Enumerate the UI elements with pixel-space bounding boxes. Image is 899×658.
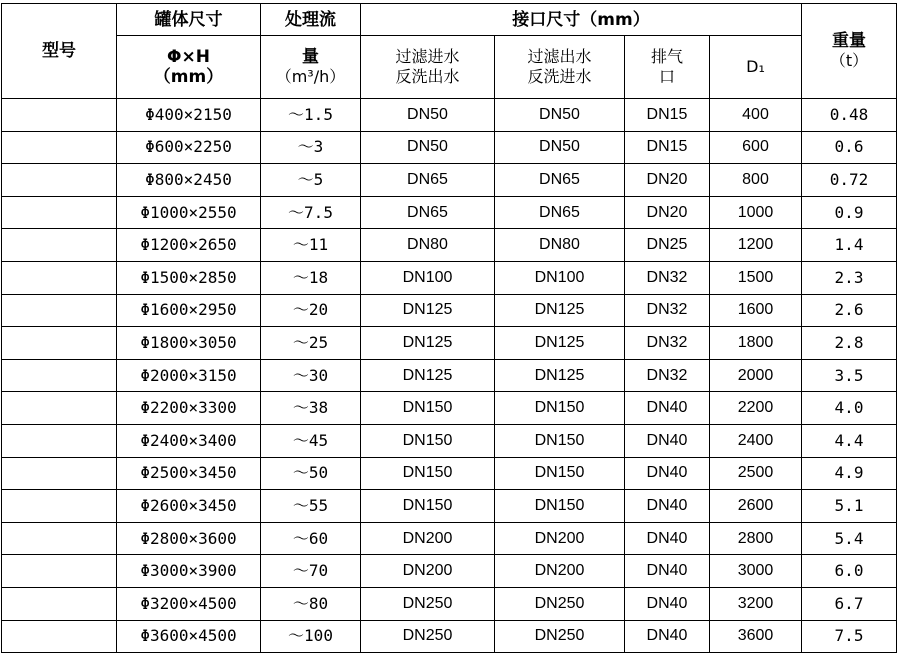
header-filter-in-2: 反洗出水 (395, 67, 460, 86)
cell-model (2, 196, 117, 229)
cell-vent: DN40 (625, 392, 710, 425)
table-row (2, 229, 897, 262)
cell-filter-in: DN80 (361, 229, 495, 262)
cell-weight: 1.4 (802, 229, 897, 262)
table-row (2, 490, 897, 523)
header-d1: D₁ (710, 36, 802, 99)
cell-filter-out: DN150 (495, 392, 625, 425)
cell-vent: DN15 (625, 99, 710, 132)
header-filter-out (495, 36, 625, 99)
cell-model (2, 99, 117, 132)
cell-vent: DN32 (625, 294, 710, 327)
table-row (2, 294, 897, 327)
table-row (2, 620, 897, 653)
cell-model (2, 620, 117, 653)
cell-filter-in: DN150 (361, 457, 495, 490)
table-row (2, 131, 897, 164)
cell-filter-in: DN150 (361, 392, 495, 425)
cell-d1: 3200 (710, 587, 802, 620)
cell-filter-in: DN50 (361, 99, 495, 132)
header-row-2 (2, 36, 897, 99)
cell-vent: DN40 (625, 457, 710, 490)
header-weight-unit: （t） (829, 51, 869, 70)
cell-weight: 7.5 (802, 620, 897, 653)
cell-vent: DN20 (625, 164, 710, 197)
cell-filter-out: DN150 (495, 457, 625, 490)
header-interface-title: 接口尺寸（mm） (361, 4, 802, 36)
cell-vent: DN32 (625, 359, 710, 392)
cell-filter-in: DN100 (361, 261, 495, 294)
table-row (2, 99, 897, 132)
cell-tank-size: Φ1600×2950 (117, 294, 261, 327)
cell-flow: ～1.5 (261, 99, 361, 132)
table-row (2, 261, 897, 294)
header-tank-size-formula: Φ×H (167, 47, 210, 67)
cell-filter-in: DN200 (361, 522, 495, 555)
cell-filter-in: DN200 (361, 555, 495, 588)
cell-vent: DN20 (625, 196, 710, 229)
cell-flow: ～5 (261, 164, 361, 197)
cell-d1: 2200 (710, 392, 802, 425)
cell-tank-size: Φ600×2250 (117, 131, 261, 164)
cell-tank-size: Φ2600×3450 (117, 490, 261, 523)
cell-tank-size: Φ2400×3400 (117, 424, 261, 457)
cell-filter-in: DN65 (361, 164, 495, 197)
cell-filter-in: DN125 (361, 294, 495, 327)
cell-flow: ～18 (261, 261, 361, 294)
cell-weight: 4.4 (802, 424, 897, 457)
cell-flow: ～20 (261, 294, 361, 327)
cell-model (2, 555, 117, 588)
cell-tank-size: Φ2200×3300 (117, 392, 261, 425)
cell-tank-size: Φ1000×2550 (117, 196, 261, 229)
header-tank-size-unit: （mm） (153, 67, 224, 87)
cell-vent: DN15 (625, 131, 710, 164)
header-vent-2: 口 (658, 67, 675, 86)
cell-vent: DN40 (625, 490, 710, 523)
cell-d1: 1200 (710, 229, 802, 262)
cell-model (2, 229, 117, 262)
cell-model (2, 164, 117, 197)
cell-filter-out: DN125 (495, 359, 625, 392)
cell-vent: DN40 (625, 522, 710, 555)
cell-d1: 3600 (710, 620, 802, 653)
header-flow-sub (261, 36, 361, 99)
cell-flow: ～25 (261, 327, 361, 360)
cell-weight: 0.6 (802, 131, 897, 164)
table-row (2, 164, 897, 197)
cell-filter-in: DN150 (361, 424, 495, 457)
cell-d1: 600 (710, 131, 802, 164)
cell-weight: 4.9 (802, 457, 897, 490)
cell-flow: ～38 (261, 392, 361, 425)
cell-tank-size: Φ1800×3050 (117, 327, 261, 360)
header-tank-size-sub (117, 36, 261, 99)
spec-table (1, 3, 897, 653)
cell-tank-size: Φ2000×3150 (117, 359, 261, 392)
cell-filter-out: DN200 (495, 522, 625, 555)
cell-filter-in: DN65 (361, 196, 495, 229)
table-row (2, 359, 897, 392)
header-row-1 (2, 4, 897, 36)
cell-flow: ～11 (261, 229, 361, 262)
cell-weight: 4.0 (802, 392, 897, 425)
cell-tank-size: Φ800×2450 (117, 164, 261, 197)
cell-vent: DN32 (625, 327, 710, 360)
cell-model (2, 261, 117, 294)
cell-flow: ～70 (261, 555, 361, 588)
cell-flow: ～50 (261, 457, 361, 490)
cell-model (2, 131, 117, 164)
cell-model (2, 490, 117, 523)
cell-filter-in: DN125 (361, 359, 495, 392)
cell-weight: 6.0 (802, 555, 897, 588)
header-weight (802, 4, 897, 99)
table-row (2, 327, 897, 360)
cell-d1: 1000 (710, 196, 802, 229)
table-row (2, 392, 897, 425)
cell-d1: 1500 (710, 261, 802, 294)
cell-filter-out: DN125 (495, 294, 625, 327)
cell-model (2, 392, 117, 425)
cell-model (2, 424, 117, 457)
cell-weight: 5.4 (802, 522, 897, 555)
cell-vent: DN40 (625, 555, 710, 588)
table-row (2, 457, 897, 490)
cell-d1: 800 (710, 164, 802, 197)
cell-filter-out: DN80 (495, 229, 625, 262)
cell-d1: 2000 (710, 359, 802, 392)
header-filter-in (361, 36, 495, 99)
header-flow-unit: （m³/h） (275, 67, 346, 86)
cell-tank-size: Φ2800×3600 (117, 522, 261, 555)
cell-model (2, 294, 117, 327)
cell-filter-out: DN125 (495, 327, 625, 360)
cell-flow: ～45 (261, 424, 361, 457)
header-filter-out-2: 反洗进水 (527, 67, 592, 86)
cell-d1: 2500 (710, 457, 802, 490)
cell-tank-size: Φ1200×2650 (117, 229, 261, 262)
cell-tank-size: Φ400×2150 (117, 99, 261, 132)
cell-d1: 2600 (710, 490, 802, 523)
cell-filter-out: DN50 (495, 131, 625, 164)
cell-flow: ～3 (261, 131, 361, 164)
cell-filter-in: DN150 (361, 490, 495, 523)
cell-filter-in: DN50 (361, 131, 495, 164)
cell-filter-out: DN250 (495, 587, 625, 620)
cell-filter-out: DN65 (495, 164, 625, 197)
header-flow-title-2: 量 (302, 47, 319, 67)
cell-tank-size: Φ1500×2850 (117, 261, 261, 294)
table-body (2, 99, 897, 653)
cell-filter-out: DN150 (495, 490, 625, 523)
cell-filter-out: DN100 (495, 261, 625, 294)
cell-d1: 400 (710, 99, 802, 132)
cell-tank-size: Φ2500×3450 (117, 457, 261, 490)
cell-vent: DN40 (625, 587, 710, 620)
cell-filter-out: DN200 (495, 555, 625, 588)
cell-model (2, 359, 117, 392)
cell-weight: 0.48 (802, 99, 897, 132)
table-row (2, 196, 897, 229)
header-vent-1: 排气 (650, 47, 683, 66)
cell-filter-out: DN65 (495, 196, 625, 229)
cell-flow: ～60 (261, 522, 361, 555)
cell-d1: 3000 (710, 555, 802, 588)
cell-vent: DN40 (625, 620, 710, 653)
table-row (2, 555, 897, 588)
cell-weight: 6.7 (802, 587, 897, 620)
cell-tank-size: Φ3200×4500 (117, 587, 261, 620)
cell-tank-size: Φ3600×4500 (117, 620, 261, 653)
cell-model (2, 587, 117, 620)
cell-vent: DN40 (625, 424, 710, 457)
cell-weight: 3.5 (802, 359, 897, 392)
header-vent (625, 36, 710, 99)
header-weight-title: 重量 (832, 31, 866, 51)
cell-weight: 0.9 (802, 196, 897, 229)
cell-vent: DN32 (625, 261, 710, 294)
cell-filter-in: DN250 (361, 620, 495, 653)
cell-flow: ～55 (261, 490, 361, 523)
cell-flow: ～100 (261, 620, 361, 653)
table-row (2, 522, 897, 555)
header-tank-size-title: 罐体尺寸 (117, 4, 261, 36)
cell-model (2, 457, 117, 490)
cell-d1: 1600 (710, 294, 802, 327)
cell-flow: ～80 (261, 587, 361, 620)
cell-weight: 2.6 (802, 294, 897, 327)
cell-filter-out: DN150 (495, 424, 625, 457)
cell-filter-out: DN250 (495, 620, 625, 653)
cell-d1: 2400 (710, 424, 802, 457)
cell-flow: ～7.5 (261, 196, 361, 229)
table-row (2, 587, 897, 620)
cell-weight: 0.72 (802, 164, 897, 197)
cell-vent: DN25 (625, 229, 710, 262)
header-flow-title: 处理流 (261, 4, 361, 36)
cell-model (2, 522, 117, 555)
cell-tank-size: Φ3000×3900 (117, 555, 261, 588)
cell-filter-in: DN125 (361, 327, 495, 360)
cell-weight: 2.3 (802, 261, 897, 294)
cell-d1: 2800 (710, 522, 802, 555)
cell-filter-out: DN50 (495, 99, 625, 132)
cell-d1: 1800 (710, 327, 802, 360)
cell-weight: 5.1 (802, 490, 897, 523)
header-filter-out-1: 过滤出水 (527, 47, 592, 66)
cell-flow: ～30 (261, 359, 361, 392)
header-model: 型号 (2, 4, 117, 99)
cell-model (2, 327, 117, 360)
cell-weight: 2.8 (802, 327, 897, 360)
header-filter-in-1: 过滤进水 (395, 47, 460, 66)
cell-filter-in: DN250 (361, 587, 495, 620)
table-row (2, 424, 897, 457)
